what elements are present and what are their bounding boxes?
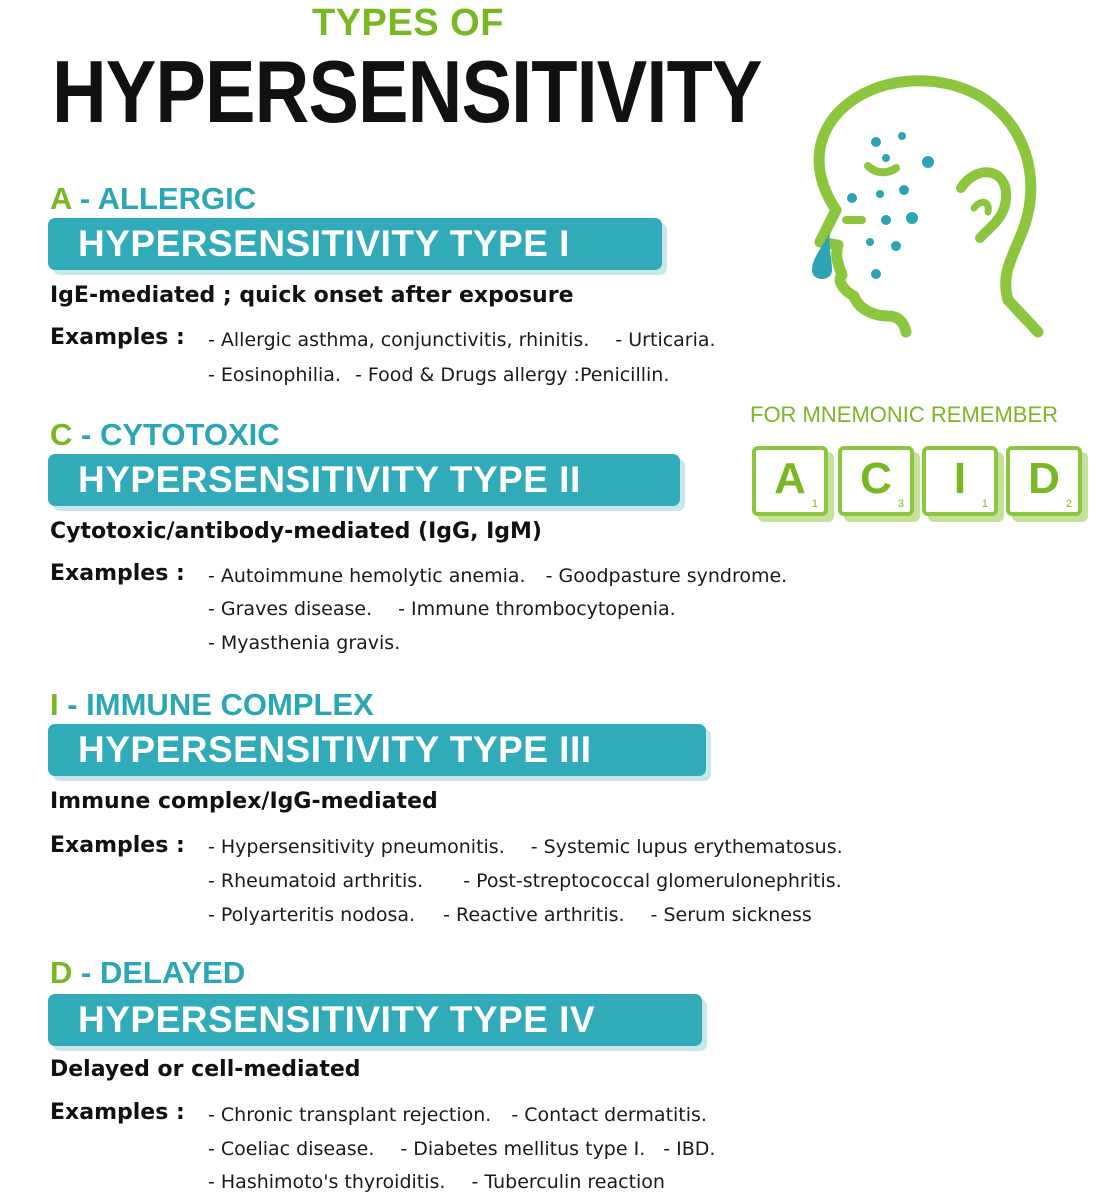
example-item: - Hypersensitivity pneumonitis.	[208, 836, 505, 858]
example-item: - Eosinophilia.	[208, 364, 341, 386]
section-letter: A	[50, 181, 72, 216]
example-line	[208, 1137, 715, 1161]
example-item: - IBD.	[663, 1138, 716, 1160]
mnemonic-tile-i	[922, 446, 998, 516]
mnemonic-tile-c	[838, 446, 914, 516]
tile-number: 3	[897, 498, 904, 510]
type-banner	[48, 218, 662, 270]
examples-label: Examples :	[50, 561, 185, 586]
example-line	[208, 1170, 665, 1194]
example-line	[208, 564, 787, 588]
example-item: - Serum sickness	[650, 904, 812, 926]
section-description: Delayed or cell-mediated	[50, 1057, 361, 1082]
example-item: - Polyarteritis nodosa.	[208, 904, 416, 926]
type-banner-text: HYPERSENSITIVITY TYPE I	[78, 223, 570, 264]
example-item: - Urticaria.	[615, 329, 716, 351]
example-item: - Reactive arthritis.	[443, 904, 625, 926]
example-line	[208, 903, 812, 927]
section-label-text: - IMMUNE COMPLEX	[58, 687, 374, 722]
example-item: - Systemic lupus erythematosus.	[530, 836, 843, 858]
section-letter: I	[50, 687, 59, 722]
example-item: - Rheumatoid arthritis.	[208, 870, 424, 892]
type-banner-text: HYPERSENSITIVITY TYPE II	[78, 459, 581, 500]
tile-letter: D	[1028, 454, 1060, 503]
tile-number: 1	[981, 498, 988, 510]
section-description: Cytotoxic/antibody-mediated (IgG, IgM)	[50, 519, 542, 544]
mnemonic-title: FOR MNEMONIC REMEMBER	[750, 402, 1058, 427]
subtitle: TYPES OF	[312, 2, 504, 44]
mnemonic-tile-a	[752, 446, 828, 516]
example-line	[208, 328, 716, 352]
tile-letter: C	[860, 454, 892, 503]
section-description: Immune complex/IgG-mediated	[50, 789, 438, 814]
page-title: HYPERSENSITIVITY	[52, 42, 762, 141]
example-item: - Goodpasture syndrome.	[545, 565, 788, 587]
tile-letter: I	[953, 454, 967, 503]
tile-letter: A	[774, 454, 806, 503]
section-label-text: - CYTOTOXIC	[72, 417, 280, 452]
example-item: - Coeliac disease.	[208, 1138, 375, 1160]
type-banner-text: HYPERSENSITIVITY TYPE III	[78, 729, 592, 770]
section-label-delayed	[50, 956, 245, 990]
example-item: - Myasthenia gravis.	[208, 632, 401, 654]
example-line	[208, 597, 676, 621]
tile-number: 2	[1065, 498, 1072, 510]
example-item: - Allergic asthma, conjunctivitis, rhinitis.	[208, 329, 590, 351]
example-item: - Contact dermatitis.	[511, 1104, 707, 1126]
example-item: - Post-streptococcal glomerulonephritis.	[463, 870, 842, 892]
example-line	[208, 869, 842, 893]
example-item: - Food & Drugs allergy :Penicillin.	[355, 364, 670, 386]
example-item: - Chronic transplant rejection.	[208, 1104, 492, 1126]
example-item: - Immune thrombocytopenia.	[398, 598, 676, 620]
tile-number: 1	[811, 498, 818, 510]
example-line	[208, 363, 669, 387]
example-item: - Diabetes mellitus type I.	[400, 1138, 646, 1160]
section-label-allergic	[50, 182, 256, 216]
examples-label: Examples :	[50, 1100, 185, 1125]
type-banner	[48, 724, 706, 776]
mnemonic-tile-d	[1006, 446, 1082, 516]
type-banner	[48, 454, 680, 506]
example-line	[208, 1103, 707, 1127]
examples-label: Examples :	[50, 833, 185, 858]
example-item: - Autoimmune hemolytic anemia.	[208, 565, 526, 587]
type-banner-text: HYPERSENSITIVITY TYPE IV	[78, 999, 596, 1040]
example-line	[208, 631, 400, 655]
example-item: - Graves disease.	[208, 598, 373, 620]
section-description: IgE-mediated ; quick onset after exposure	[50, 283, 574, 308]
section-letter: D	[50, 955, 73, 990]
section-label-text: - DELAYED	[72, 955, 246, 990]
section-letter: C	[50, 417, 73, 452]
head-sneeze-icon	[776, 70, 1076, 340]
type-banner	[48, 994, 702, 1046]
example-line	[208, 835, 843, 859]
section-label-immune-complex	[50, 688, 374, 722]
example-item: - Tuberculin reaction	[471, 1171, 665, 1193]
example-item: - Hashimoto's thyroiditis.	[208, 1171, 446, 1193]
section-label-text: - ALLERGIC	[71, 181, 257, 216]
examples-label: Examples :	[50, 325, 185, 350]
section-label-cytotoxic	[50, 418, 280, 452]
